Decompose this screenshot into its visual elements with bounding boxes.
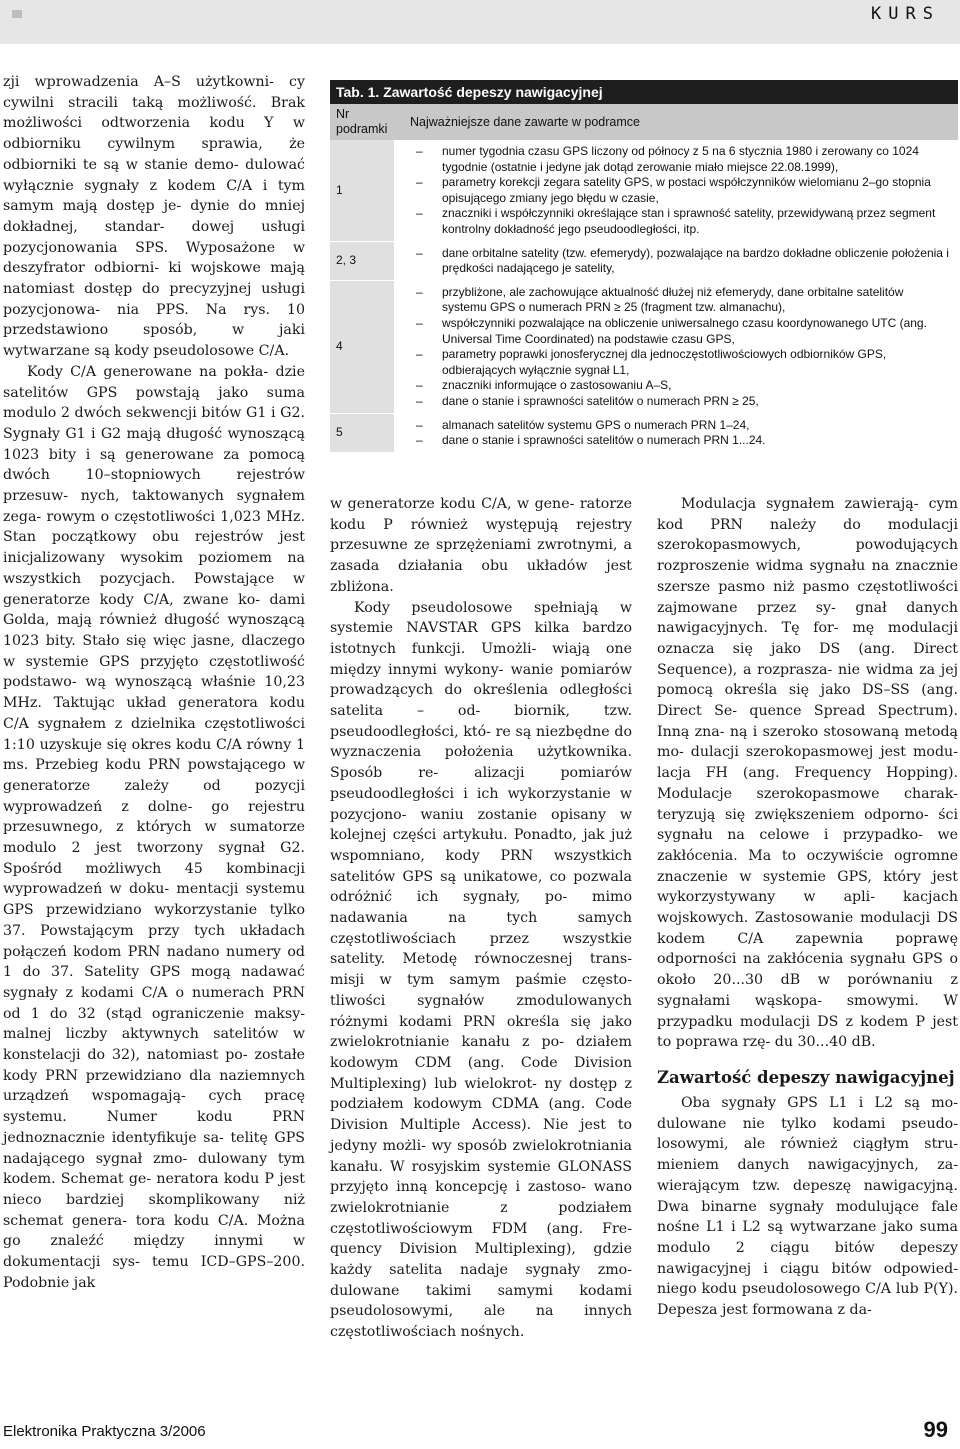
- list-item: – znaczniki informujące o zastosowaniu A–S,: [416, 378, 950, 394]
- table-subframe-contents: [330, 80, 958, 453]
- paragraph: w generatorze kodu C/A, w gene- ratorze kodu P również występują rejestry przesuwne ze sprzężeniami zwrotnymi, a zasada działania obu układów jest zbliżona.: [330, 496, 632, 595]
- paragraph: Kody C/A generowane na pokła- dzie satelitów GPS powstają jako suma modulo 2 dwóch sekwencji bitów G1 i G2. Sygnały G1 i G2 mają długość wynoszącą 1023 bity i są generowane za pomocą dwóch 10–stopniowych rejestrów przesuw- nych, taktowanych sygnałem zega- rowym o częstotliwości 1,023 MHz. Stan początkowy obu rejestrów jest inicjalizowany wysokim poziomem na wszystkich pozycjach. Powstające w generatorze kody C/A, zwane ko- dami Golda, mają również długość wynoszącą 1023 bity. Stało się więc jasne, dlaczego w systemie GPS przyjęto częstotliwość podstawo- wą wynoszącą właśnie 10,23 MHz. Taktując układ generatora kodu C/A sygnałem z dzielnika częstotliwości 1:10 uzyskuje się okres kodu C/A równy 1 ms. Przebieg kodu PRN powstającego w generatorze zależy od pozycji wyprowadzeń z dolne- go rejestru przesuwnego, z których w sumatorze modulo 2 jest tworzony sygnał G2. Spośród możliwych 45 kombinacji wyprowadzeń w doku- mentacji systemu GPS przewidziano wykorzystanie tylko 37. Powstającym przy tych układach połączeń kodom PRN nadano numery od 1 do 37. Satelity GPS mogą nadawać sygnały z kodami C/A o numerach PRN od 1 do 32 (stąd ograniczenie maksy- malnej liczby aktywnych satelitów w konstelacji do 32), natomiast po- zostałe kody PRN przewidziano dla naziemnych urządzeń wspomagają- cych pracę systemu. Numer kodu PRN jednoznacznie identyfikuje sa- telitę GPS nadającego sygnał zmo- dulowany tym kodem. Schemat ge- neratora kodu P jest nieco bardziej skomplikowany niż schemat genera- tora kodu C/A. Można go znaleźć między innymi w dokumentacji sys- temu ICD–GPS–200. Podobnie jak: [3, 363, 305, 1291]
- column-header-content: Najważniejsze dane zawarte w podramce: [394, 104, 958, 140]
- list-item: – dane o stanie i sprawności satelitów o numerach PRN ≥ 25,: [416, 394, 950, 410]
- item-list: [416, 418, 950, 449]
- subframe-number: 5: [330, 414, 394, 453]
- list-item: – almanach satelitów systemu GPS o numerach PRN 1–24,: [416, 418, 950, 434]
- subframe-number: 4: [330, 281, 394, 414]
- page-number: 99: [923, 1417, 948, 1442]
- list-item: – parametry poprawki jonosferycznej dla jednoczęstotliwościowych odbiorników GPS, odbierających wyłącznie sygnał L1,: [416, 347, 950, 378]
- paragraph: Kody pseudolosowe spełniają w systemie NAVSTAR GPS kilka bardzo istotnych funkcji. Umożli- wiają one między innymi wykony- wanie pomiarów prowadzących do określenia odległości satelita – od- biornik, tzw. pseudoodległości, któ- re są niezbędne do wyznaczenia położenia użytkownika. Sposób re- alizacji pomiarów pseudoodległości i ich wykorzystanie w pozycjono- waniu zostanie opisany w kolejnej części artykułu. Ponadto, jak już wspomniano, kody PRN wszystkich satelitów GPS są unikatowe, co pozwala odróżnić ich sygnały, po- mimo nadawania na tych samych częstotliwościach przez wszystkie satelity. Metodę równoczesnej trans- misji w tym samym paśmie często- tliwości sygnałów zmodulowanych różnymi kodami PRN określa się jako zwielokrotnianie kanału z po- działem kodowym CDM (ang. Code Division Multiplexing) lub wielokrot- ny dostęp z podziałem kodowym CDMA (ang. Code Division Multiple Access). Nie jest to jedyny możli- wy sposób zwielokrotniania kanału. W rosyjskim systemie GLONASS przyjęto inną koncepcję i zastoso- wano zwielokrotnianie z podziałem częstotliwościowym FDM (ang. Fre- quency Division Multiplexing), gdzie każdy satelita nadaje sygnały zmo- dulowane takimi samymi kodami pseudolosowymi, ale na innych częstotliwościach nośnych.: [330, 599, 632, 1341]
- header-marker: [12, 10, 22, 18]
- journal-title: Elektronika Praktyczna 3/2006: [3, 1423, 206, 1440]
- section-kicker: KURS: [871, 4, 940, 24]
- paragraph: Modulacja sygnałem zawierają- cym kod PRN należy do modulacji szerokopasmowych, powodujących rozproszenie widma sygnału na znacznie szersze pasmo niż pasmo częstotliwości zajmowane przez sy- gnał danych nawigacyjnych. Tę for- mę modulacji oznacza się jako DS (ang. Direct Sequence), a rozprasza- nie widma za jej pomocą określa się jako DS–SS (ang. Direct Se- quence Spread Spectrum). Inną zna- ną i szeroko stosowaną metodą mo- dulacji szerokopasmowej jest modu- lacja FH (ang. Frequency Hopping). Modulacje szerokopasmowe charak- teryzują się zwiększeniem odporno- ści sygnału na celowe i przypadko- we zakłócenia. Ma to oczywiście ogromne znaczenie w systemie GPS, który jest wykorzystywany w apli- kacjach wojskowych. Zastosowanie modulacji DS kodem C/A zapewnia poprawę odporności na zakłócenia sygnału GPS o około 20...30 dB w porównaniu z sygnałami wąskopa- smowymi. W przypadku modulacji DS z kodem P jest to poprawa rzę- du 30...40 dB.: [657, 496, 958, 1051]
- table-row: [330, 140, 958, 242]
- list-item: – numer tygodnia czasu GPS liczony od północy z 5 na 6 stycznia 1980 i zerowany co 1024 tygodnie (ostatnie i jedyne jak dotąd zerowanie miało miejsce 22.08.1999),: [416, 144, 950, 175]
- list-item: – przybliżone, ale zachowujące aktualność dłużej niż efemerydy, dane orbitalne satelitów systemu GPS o numerach PRN ≥ 25 (fragment tzw. almanachu),: [416, 285, 950, 316]
- list-item: – dane orbitalne satelity (tzw. efemerydy), pozwalające na bardzo dokładne obliczenie położenia i prędkości nadającego je satelity,: [416, 246, 950, 277]
- item-list: [416, 285, 950, 410]
- table-row: [330, 414, 958, 453]
- text-column-left: [3, 72, 305, 1293]
- subframe-content: [394, 140, 958, 242]
- subframe-number: 1: [330, 140, 394, 242]
- header-bar: [0, 0, 960, 44]
- list-item: – współczynniki pozwalające na obliczenie uniwersalnego czasu koordynowanego UTC (ang. Universal Time Coordinated) na podstawie czasu GPS,: [416, 316, 950, 347]
- subframe-number: 2, 3: [330, 242, 394, 281]
- list-item: – parametry korekcji zegara satelity GPS, w postaci współczynników wielomianu 2–go stopnia opisującego zmiany jego błędu w czasie,: [416, 175, 950, 206]
- list-item: – znaczniki i współczynniki określające stan i sprawność satelity, przewidywaną przez segment kontrolny dokładność jego pseudoodległości, itp.: [416, 206, 950, 237]
- subframe-content: [394, 281, 958, 414]
- item-list: [416, 144, 950, 238]
- section-heading: Zawartość depeszy nawigacyjnej: [657, 1067, 955, 1087]
- paragraph: zji wprowadzenia A–S użytkowni- cy cywilni stracili taką możliwość. Brak możliwości odtworzenia kodu Y w odbiorniku cywilnym sprawia, że odbiorniki te są w stanie demo- dulować wyłącznie sygnały z kodem C/A i tym samym mają dostęp je- dynie do mniej dokładnej, standar- dowej usługi pozycjonowania SPS. Wyposażone w deszyfrator odbiorni- ki wojskowe mają natomiast dostęp do precyzyjnej usługi pozycjonowa- nia PPS. Na rys. 10 przedstawiono sposób, w jaki wytwarzane są kody pseudolosowe C/A.: [3, 74, 305, 360]
- text-column-middle: [330, 494, 632, 1343]
- navigation-message-table: [330, 104, 958, 453]
- item-list: [416, 246, 950, 277]
- table-title: Tab. 1. Zawartość depeszy nawigacyjnej: [330, 80, 958, 104]
- text-column-right: [657, 494, 958, 1321]
- list-item: – dane o stanie i sprawności satelitów o numerach PRN 1...24.: [416, 433, 950, 449]
- column-header-nr: Nr podramki: [330, 104, 394, 140]
- paragraph: Oba sygnały GPS L1 i L2 są mo- dulowane nie tylko kodami pseudo- losowymi, ale również ciągłym stru- mieniem danych nawigacyjnych, za- wierającym tzw. depeszę nawigacyjną. Dwa binarne sygnały modulujące fale nośne L1 i L2 są wytwarzane jako suma modulo 2 ciągu bitów depeszy nawigacyjnej i ciągu bitów odpowied- niego kodu pseudolosowego C/A lub P(Y). Depesza jest formowana z da-: [657, 1094, 958, 1319]
- subframe-content: [394, 242, 958, 281]
- table-header-row: [330, 104, 958, 140]
- table-row: [330, 281, 958, 414]
- table-row: [330, 242, 958, 281]
- subframe-content: [394, 414, 958, 453]
